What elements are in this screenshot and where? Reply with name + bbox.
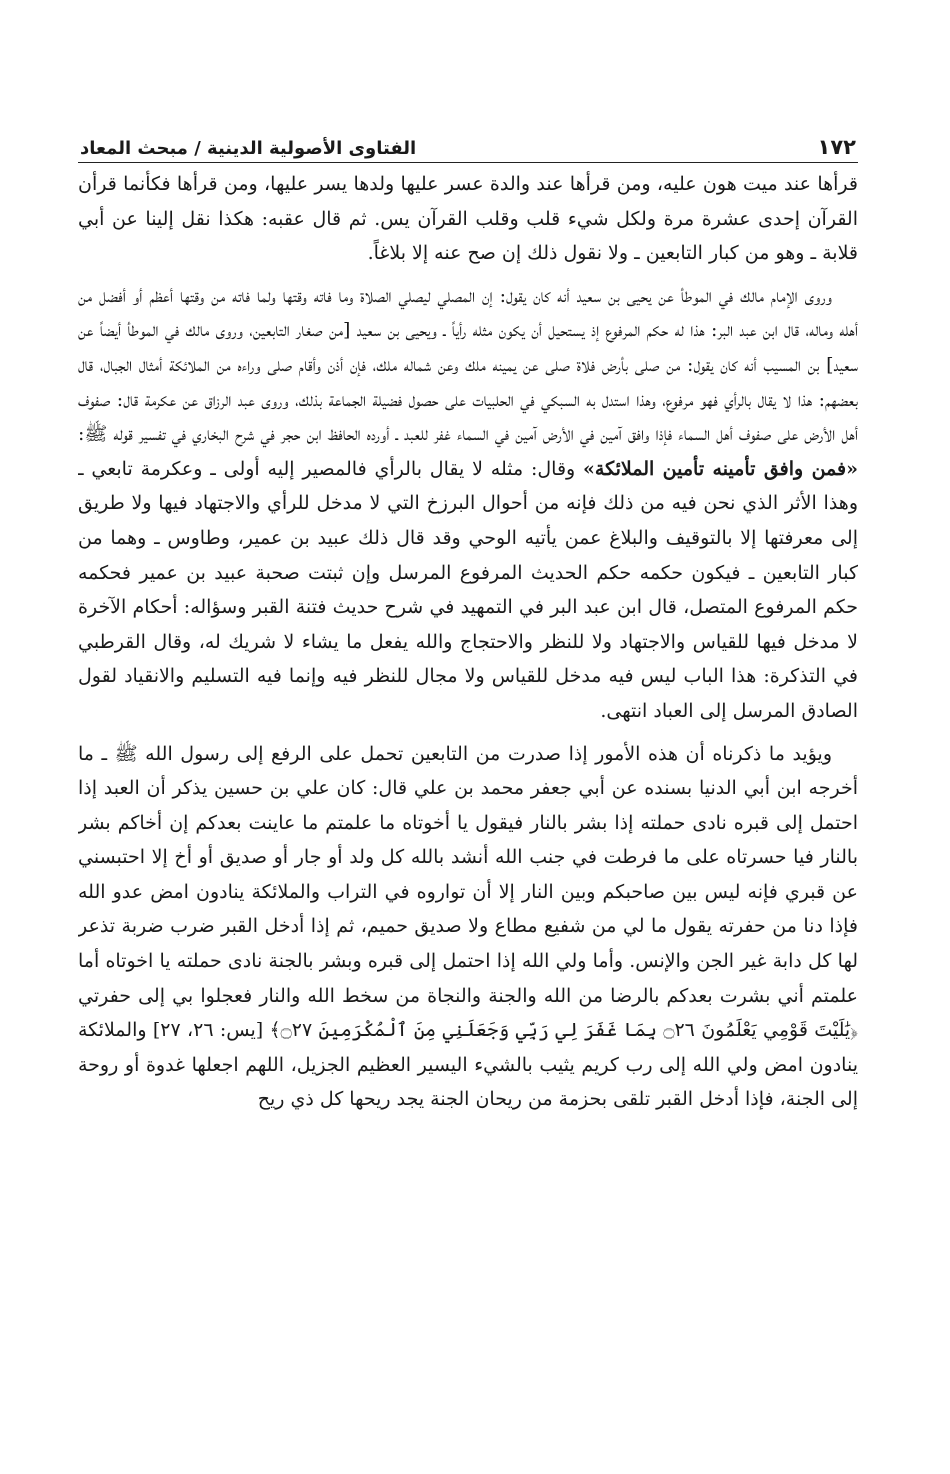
paragraph-text: وقال: مثله لا يقال بالرأي فالمصير إليه أولى ـ وعكرمة تابعي ـ وهذا الأثر الذي نحن فيه من ذلك فإنه من أحوال البرزخ التي لا مدخل للرأي والاجتهاد فيها ولا طريق إلى معرفتها إلا بالتوقيف والبلاغ عمن يأتيه الوحي وقد قال ذلك عبيد بن عمير، وطاوس ـ وهما من كبار التابعين ـ فيكون حكمه حكم الحديث المرفوع المرسل وإن ثبتت صحبة عبيد بن عمير فحكمه حكم المرفوع المتصل، قال ابن عبد البر في التمهيد في شرح حديث فتنة القبر وسؤاله: أحكام الآخرة لا مدخل فيها للقياس والاجتهاد ولا للنظر والاحتجاج والله يفعل ما يشاء لا شريك له، وقال القرطبي في التذكرة: هذا الباب ليس فيه مدخل للقياس ولا مجال للنظر فيه وإنما فيه التسليم والانقياد لقول الصادق المرسل إلى العباد انتهى. (78, 457, 858, 722)
paragraph-ibn-abi-dunya: ويؤيد ما ذكرناه أن هذه الأمور إذا صدرت من التابعين تحمل على الرفع إلى رسول الله ﷺ ـ ما أخرجه ابن أبي الدنيا بسنده عن أبي جعفر محمد بن علي قال: كان علي بن حسين يذكر أن العبد إذا احتمل إلى قبره نادى حملته إذا بشر بالنار فيقول يا أخوتاه ما علمتم ما عاينت بعدكم إن أخاكم بشر بالنار فيا حسرتاه على ما فرطت في جنب الله أنشد بالله كل ولد أو جار أو صديق أو أخ إلا احتبسني عن قبري فإنه ليس بين صاحبكم وبين النار إلا أن تواروه في التراب والملائكة ينادون امض عدو الله فإذا دنا من حفرته يقول ما لي من شفيع مطاع ولا صديق حميم، ثم إذا أدخل القبر ضرب ضربة تذعر لها كل دابة غير الجن والإنس. وأما ولي الله إذا احتمل إلى قبره وبشر بالجنة نادى حملته يا اخوتاه أما علمتم أني بشرت بعدكم بالرضا من الله والجنة والنجاة من سخط الله والنار فعجلوا بي إلى حفرتي ﴿يَٰلَيْتَ قَوْمِي يَعْلَمُونَ ۝٢٦ بِمَا غَفَرَ لِي رَبِّي وَجَعَلَنِي مِنَ ٱلْمُكْرَمِينَ ۝٢٧﴾ [يس: ٢٦، ٢٧] والملائكة ينادون امض ولي الله إلى رب كريم يثيب بالشيء اليسير العظيم الجزيل، اللهم اجعلها غدوة أو روحة إلى الجنة، فإذا أدخل القبر تلقى بحزمة من ريحان الجنة يجد ريحها كل ذي ريح (78, 742, 858, 1111)
body-text (78, 167, 858, 1463)
paragraph-text: وروى الإمام مالك في الموطأ عن يحيى بن سعيد أنه كان يقول: إن المصلي ليصلي الصلاة وما فاته وقتها ولما فاته من وقتها أعظم أو أفضل من أهله وماله، قال ابن عبد البر: هذا له حكم المرفوع إذ يستحيل أن يكون مثله رأياً ـ ويحيى بن سعيد [من صغار التابعين، وروى مالك في الموطأ أيضاً عن سعيد] بن المسيب أنه كان يقول: من صلى بأرض فلاة صلى عن يمينه ملك وعن شماله ملك، فإن أذن وأقام صلى وراءه من الملائكة أمثال الجبال، قال بعضهم: هذا لا يقال بالرأي فهو مرفوع، وهذا استدل به السبكي في الحلبيات على حصول فضيلة الجماعة بذلك، وروى عبد الرزاق عن عكرمة قال: صفوف أهل الأرض على صفوف أهل السماء فإذا وافق آمين في الأرض آمين في السماء غفر للعبد ـ أورده الحافظ ابن حجر في شرح البخاري في تفسير قوله ﷺ: (78, 284, 858, 446)
book-page (78, 118, 858, 1463)
running-title: الفتاوى الأصولية الدينية / مبحث المعاد (80, 138, 417, 159)
page-number: ١٧٢ (817, 135, 856, 159)
paragraph-malik-muwatta (78, 279, 858, 729)
hadith-quote: «فمن وافق تأمينه تأمين الملائكة» (583, 457, 858, 480)
page-header (78, 118, 858, 163)
paragraph-continuation: قرأها عند ميت هون عليه، ومن قرأها عند والدة عسر عليها ولدها يسر عليها، ومن قرأها فكأنما قرأن القرآن إحدى عشرة مرة ولكل شيء قلب وقلب القرآن يس. ثم قال عقبه: هكذا نقل إلينا عن أبي قلابة ـ وهو من كبار التابعين ـ ولا نقول ذلك إن صح عنه إلا بلاغاً. (78, 173, 858, 265)
